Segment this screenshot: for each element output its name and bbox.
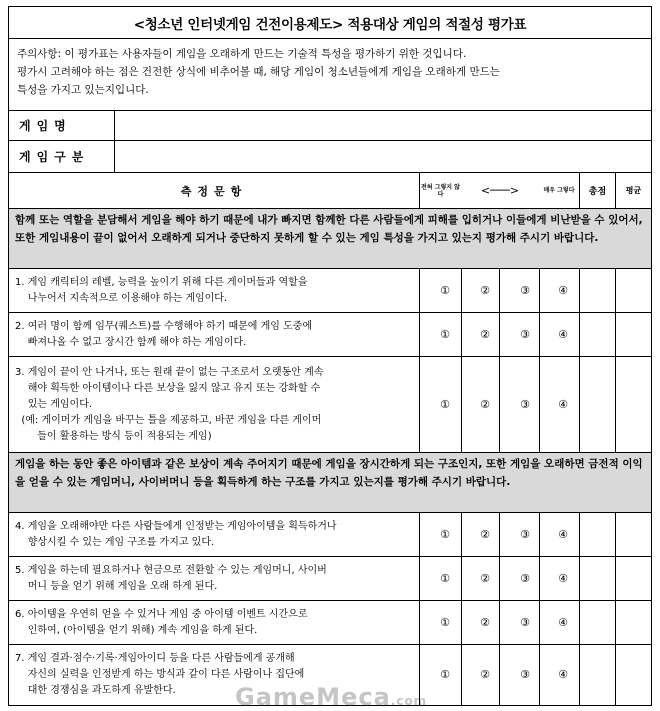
- scale-option-3[interactable]: ③: [520, 572, 530, 585]
- question-row: [9, 357, 651, 453]
- question-text: [15, 607, 415, 639]
- question-text: [15, 319, 415, 351]
- question-line: 향상시킬 수 있는 게임 구조를 가지고 있다.: [15, 537, 215, 548]
- question-line: 머니 등을 얻기 위해 게임을 오래 하게 된다.: [15, 581, 218, 592]
- scale-option-4[interactable]: ④: [558, 328, 568, 341]
- form-title: <청소년 인터넷게임 건전이용제도> 적용대상 게임의 적절성 평가표: [9, 7, 651, 39]
- question-line: 들이 활용하는 방식 등이 적용되는 게임): [15, 431, 212, 442]
- header-not-at-all: 전혀 그렇지 않다: [421, 183, 460, 198]
- game-type-label: 게임구분: [9, 141, 115, 172]
- question-line: 해야 획득한 아이템이나 다른 보상을 잃지 않고 유지 또는 강화할 수: [15, 383, 321, 394]
- scale-option-2[interactable]: ②: [480, 328, 490, 341]
- header-arrow: <───>: [480, 184, 520, 197]
- question-line: 7. 게임 결과·점수·기록·게임아이디 등을 다른 사람들에게 공개해: [15, 653, 295, 664]
- scale-option-1[interactable]: ①: [440, 284, 450, 297]
- question-line: 대한 경쟁심을 과도하게 유발한다.: [15, 685, 176, 696]
- question-text: [15, 275, 415, 307]
- question-row: [9, 557, 651, 601]
- scale-option-2[interactable]: ②: [480, 284, 490, 297]
- question-line: 5. 게임을 하는데 필요하거나 현금으로 전환할 수 있는 게임머니, 사이버: [15, 565, 327, 576]
- question-line: 나누어서 지속적으로 이용해야 하는 게임이다.: [15, 293, 228, 304]
- scale-option-3[interactable]: ③: [520, 398, 530, 411]
- question-text: [15, 365, 415, 445]
- question-line: 자신의 실력을 인정받게 하는 방식과 같이 다른 사람이나 집단에: [15, 669, 305, 680]
- scale-option-2[interactable]: ②: [480, 572, 490, 585]
- gamemeca-watermark: GameMeca.com: [235, 683, 428, 711]
- question-row: [9, 645, 651, 705]
- game-name-label: 게임명: [9, 111, 115, 140]
- scale-option-3[interactable]: ③: [520, 528, 530, 541]
- question-line: 3. 게임이 끝이 안 나거나, 또는 원래 끝이 없는 구조로서 오랫동안 계속: [15, 367, 324, 378]
- scale-option-3[interactable]: ③: [520, 328, 530, 341]
- scale-option-2[interactable]: ②: [480, 668, 490, 681]
- question-text: [15, 563, 415, 595]
- notice-line: 평가시 고려해야 하는 점은 건전한 상식에 비추어볼 때, 해당 게임이 청소년들에게 게임을 오래하게 만드는: [17, 66, 500, 78]
- scale-option-4[interactable]: ④: [558, 528, 568, 541]
- scale-option-3[interactable]: ③: [520, 284, 530, 297]
- question-text: [15, 651, 415, 699]
- section-instruction: 게임을 하는 동안 좋은 아이템과 같은 보상이 계속 주어지기 때문에 게임을 장시간하게 되는 구조인지, 또한 게임을 오래하면 금전적 이익을 얻을 수 있는 게임머니, 사이버머니 등을 획득하게 하는 구조를 가지고 있는지를 평가해 주시기 바랍니다.: [9, 453, 651, 513]
- question-line: 1. 게임 캐릭터의 레벨, 능력을 높이기 위해 다른 게이머들과 역할을: [15, 277, 308, 288]
- scale-option-1[interactable]: ①: [440, 328, 450, 341]
- question-row: [9, 313, 651, 357]
- question-line: 인하여, (아이템을 얻기 위해) 계속 게임을 하게 된다.: [15, 625, 258, 636]
- question-text: [15, 519, 415, 551]
- question-row: [9, 269, 651, 313]
- scale-option-2[interactable]: ②: [480, 616, 490, 629]
- notice-line: 특성을 가지고 있는지입니다.: [17, 84, 149, 96]
- question-row: [9, 601, 651, 645]
- scale-option-4[interactable]: ④: [558, 572, 568, 585]
- table-header: [9, 173, 651, 209]
- question-line: 6. 아이템을 우연히 얻을 수 있거나 게임 중 아이템 이벤트 시간으로: [15, 609, 308, 620]
- question-row: [9, 513, 651, 557]
- scale-option-4[interactable]: ④: [558, 668, 568, 681]
- header-total: 총점: [588, 187, 607, 197]
- scale-option-4[interactable]: ④: [558, 398, 568, 411]
- scale-option-4[interactable]: ④: [558, 616, 568, 629]
- question-line: 빠져나올 수 없고 장시간 함께 해야 하는 게임이다.: [15, 337, 247, 348]
- notice: [9, 39, 651, 111]
- question-line: 2. 여러 명이 함께 임무(퀘스트)를 수행해야 하기 때문에 게임 도중에: [15, 321, 313, 332]
- header-question: 측정문항: [180, 184, 248, 198]
- game-name-row: [9, 111, 651, 141]
- question-line: 있는 게임이다.: [15, 399, 93, 410]
- scale-option-4[interactable]: ④: [558, 284, 568, 297]
- game-type-row: [9, 141, 651, 173]
- game-type-input[interactable]: [115, 141, 651, 172]
- header-average: 평균: [625, 186, 642, 195]
- scale-option-1[interactable]: ①: [440, 528, 450, 541]
- scale-option-2[interactable]: ②: [480, 398, 490, 411]
- scale-option-1[interactable]: ①: [440, 398, 450, 411]
- scale-option-2[interactable]: ②: [480, 528, 490, 541]
- scale-option-1[interactable]: ①: [440, 572, 450, 585]
- section-instruction: 함께 또는 역할을 분담해서 게임을 해야 하기 때문에 내가 빠지면 함께한 다른 사람들에게 피해를 입히거나 이들에게 비난받을 수 있어서, 또한 게임내용이 끝이 없어서 오래하게 되거나 중단하지 못하게 할 수 있는 게임 특성을 가지고 있는지 평가해 주시기 바랍니다.: [9, 209, 651, 269]
- header-very-much: 매우 그렇다: [543, 187, 575, 194]
- scale-option-1[interactable]: ①: [440, 616, 450, 629]
- scale-option-3[interactable]: ③: [520, 616, 530, 629]
- scale-option-3[interactable]: ③: [520, 668, 530, 681]
- game-name-input[interactable]: [115, 111, 651, 140]
- question-line: 4. 게임을 오래해야만 다른 사람들에게 인정받는 게임아이템을 획득하거나: [15, 521, 337, 532]
- evaluation-form: [8, 6, 652, 711]
- scale-option-1[interactable]: ①: [440, 668, 450, 681]
- notice-line: 주의사항: 이 평가표는 사용자들이 게임을 오래하게 만드는 기술적 특성을 평가하기 위한 것입니다.: [17, 48, 467, 60]
- question-line: (예: 게이머가 게임을 바꾸는 틀을 제공하고, 바꾼 게임을 다른 게이머: [15, 415, 322, 426]
